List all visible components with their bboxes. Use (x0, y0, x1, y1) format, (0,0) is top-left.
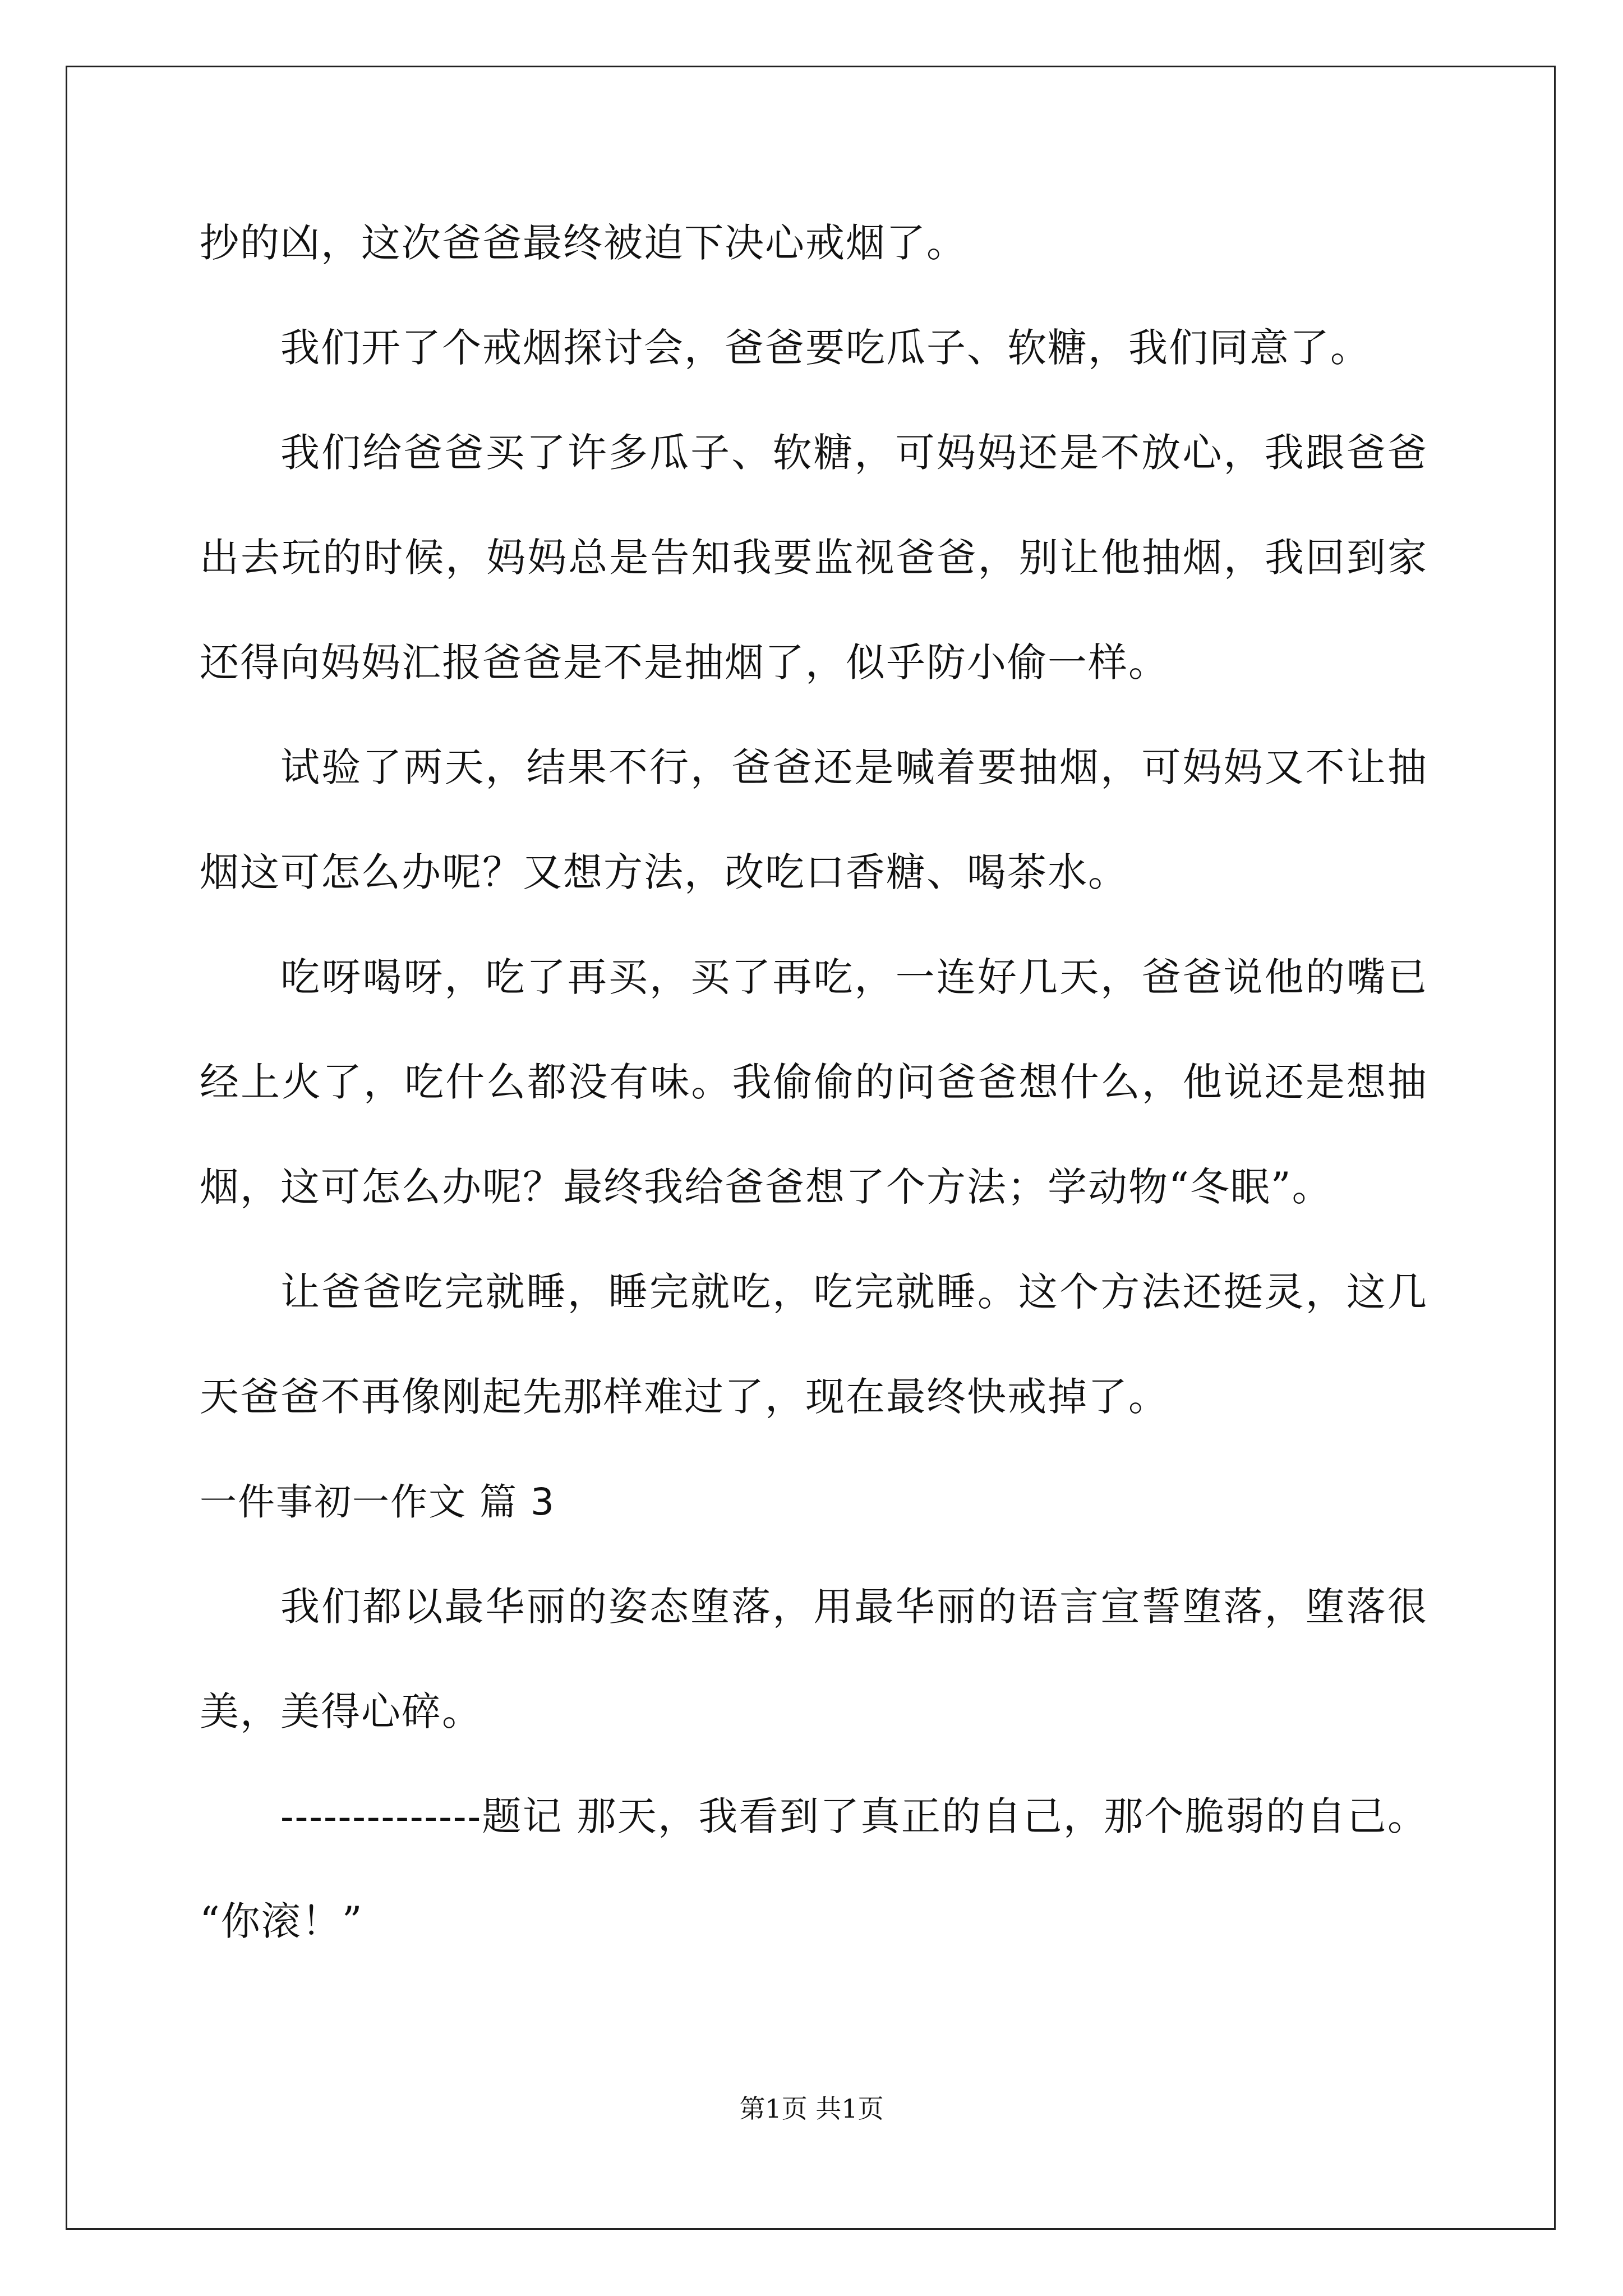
paragraph: 我们都以最华丽的姿态堕落，用最华丽的语言宣誓堕落，堕落很美，美得心碎。 (200, 1584, 1428, 1734)
section-heading: 一件事初一作文 篇 3 (200, 1480, 555, 1524)
paragraph: 吃呀喝呀，吃了再买，买了再吃，一连好几天，爸爸说他的嘴已经上火了，吃什么都没有味。我偷偷的问爸爸想什么，他说还是想抽烟，这可怎么办呢？最终我给爸爸想了个方法；学动物“冬眠”。 (200, 954, 1428, 1210)
paragraph: 试验了两天，结果不行，爸爸还是喊着要抽烟，可妈妈又不让抽烟这可怎么办呢？又想方法，改吃口香糖、喝茶水。 (200, 744, 1428, 895)
document-body (200, 191, 1428, 1974)
paragraph: 我们给爸爸买了许多瓜子、软糖，可妈妈还是不放心，我跟爸爸出去玩的时候，妈妈总是告知我要监视爸爸，别让他抽烟，我回到家还得向妈妈汇报爸爸是不是抽烟了，似乎防小偷一样。 (200, 430, 1428, 685)
paragraph: 抄的凶，这次爸爸最终被迫下决心戒烟了。 (200, 220, 967, 266)
paragraph: --------------题记 那天，我看到了真正的自己，那个脆弱的自己。 “你滚！” (200, 1793, 1428, 1944)
paragraph: 我们开了个戒烟探讨会，爸爸要吃瓜子、软糖，我们同意了。 (280, 325, 1371, 371)
page-number-footer: 第1页 共1页 (739, 2093, 884, 2124)
paragraph: 让爸爸吃完就睡，睡完就吃，吃完就睡。这个方法还挺灵，这几天爸爸不再像刚起先那样难过了，现在最终快戒掉了。 (200, 1269, 1428, 1420)
